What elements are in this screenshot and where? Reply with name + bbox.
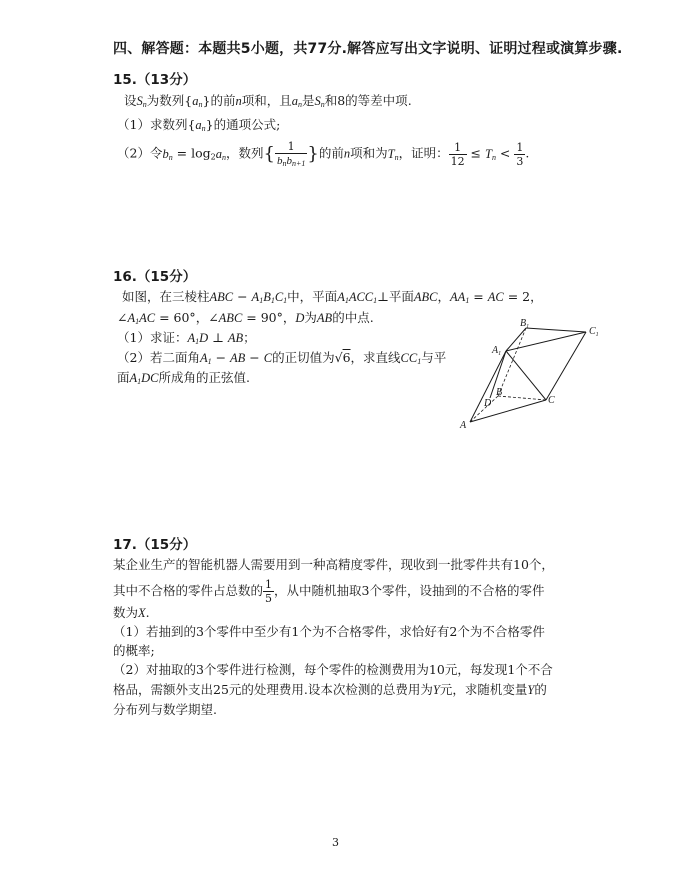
edge-bc — [498, 396, 546, 400]
q17-part1-cont: 的概率; — [113, 643, 155, 658]
edge-c1c — [546, 332, 586, 400]
label-c1: $C_1$ — [589, 326, 599, 338]
edge-a1b1 — [506, 328, 526, 351]
edge-a1c — [506, 351, 546, 400]
q17-line2: 其中不合格的零件占总数的 $\frac{1}{5}$ ，从中随机抽取3个零件，设抽到的不合格的零件 — [113, 578, 545, 605]
q15-part2: （2）令$b_n = \log_2a_n$，数列{ $\frac{1}{b_nb_{n+1}}$ }的前n项和为$T_n$，证明： $\frac{1}{12}$ ≤ $T_n$ < $\frac{1}{3}$ . — [117, 140, 530, 168]
q17-line1: 某企业生产的智能机器人需要用到一种高精度零件，现收到一批零件共有10个， — [113, 557, 554, 572]
q17-part2-cont2: 分布列与数学期望. — [113, 702, 217, 717]
label-a1: $A_1$ — [492, 345, 502, 357]
q17-part2-cont: 格品，需额外支出25元的处理费用.设本次检测的总费用为Y元，求随机变量Y的 — [113, 682, 547, 697]
q17-heading: 17.（15分） — [113, 537, 197, 553]
label-c: C — [548, 395, 555, 406]
section-title: 四、解答题：本题共5小题，共77分.解答应写出文字说明、证明过程或演算步骤. — [113, 41, 623, 57]
q15-stem: 设$S_n$为数列$\{a_n\}$的前n项和，且$a_n$是$S_n$和8的等差中项. — [124, 93, 412, 109]
q16-part2-cont: 面$A_1DC$所成角的正弦值. — [117, 370, 251, 386]
q16-part2: （2）若二面角$A_1$ − AB − C的正切值为√6，求直线$CC_1$与平 — [117, 350, 447, 366]
q16-part1: （1）求证：$A_1D$ ⊥ AB； — [117, 330, 256, 346]
label-a: A — [460, 420, 467, 431]
q17-part1: （1）若抽到的3个零件中至少有1个为不合格零件，求恰好有2个为不合格零件 — [113, 624, 545, 639]
q16-line2: $\angle A_1AC = 60^\circ$，∠ABC = 90°，D为AB的中点. — [117, 310, 374, 326]
q16-line1: 如图，在三棱柱ABC − $A_1B_1C_1$中，平面$A_1ACC_1\perp$平面ABC，$AA_1$ = AC = 2， — [122, 289, 543, 305]
q16-heading: 16.（15分） — [113, 269, 197, 285]
q17-part2: （2）对抽取的3个零件进行检测，每个零件的检测费用为10元，每发现1个不合 — [113, 662, 553, 677]
label-d: D — [484, 398, 492, 409]
q15-heading: 15.（13分） — [113, 72, 197, 88]
q17-line3: 数为X. — [113, 605, 150, 620]
prism-figure — [458, 318, 608, 436]
label-b: B — [496, 387, 503, 398]
edge-b1c1 — [526, 328, 586, 332]
page-number: 3 — [332, 836, 339, 849]
q15-part1: （1）求数列$\{a_n\}$的通项公式; — [117, 117, 281, 133]
label-b1: $B_1$ — [520, 318, 530, 330]
